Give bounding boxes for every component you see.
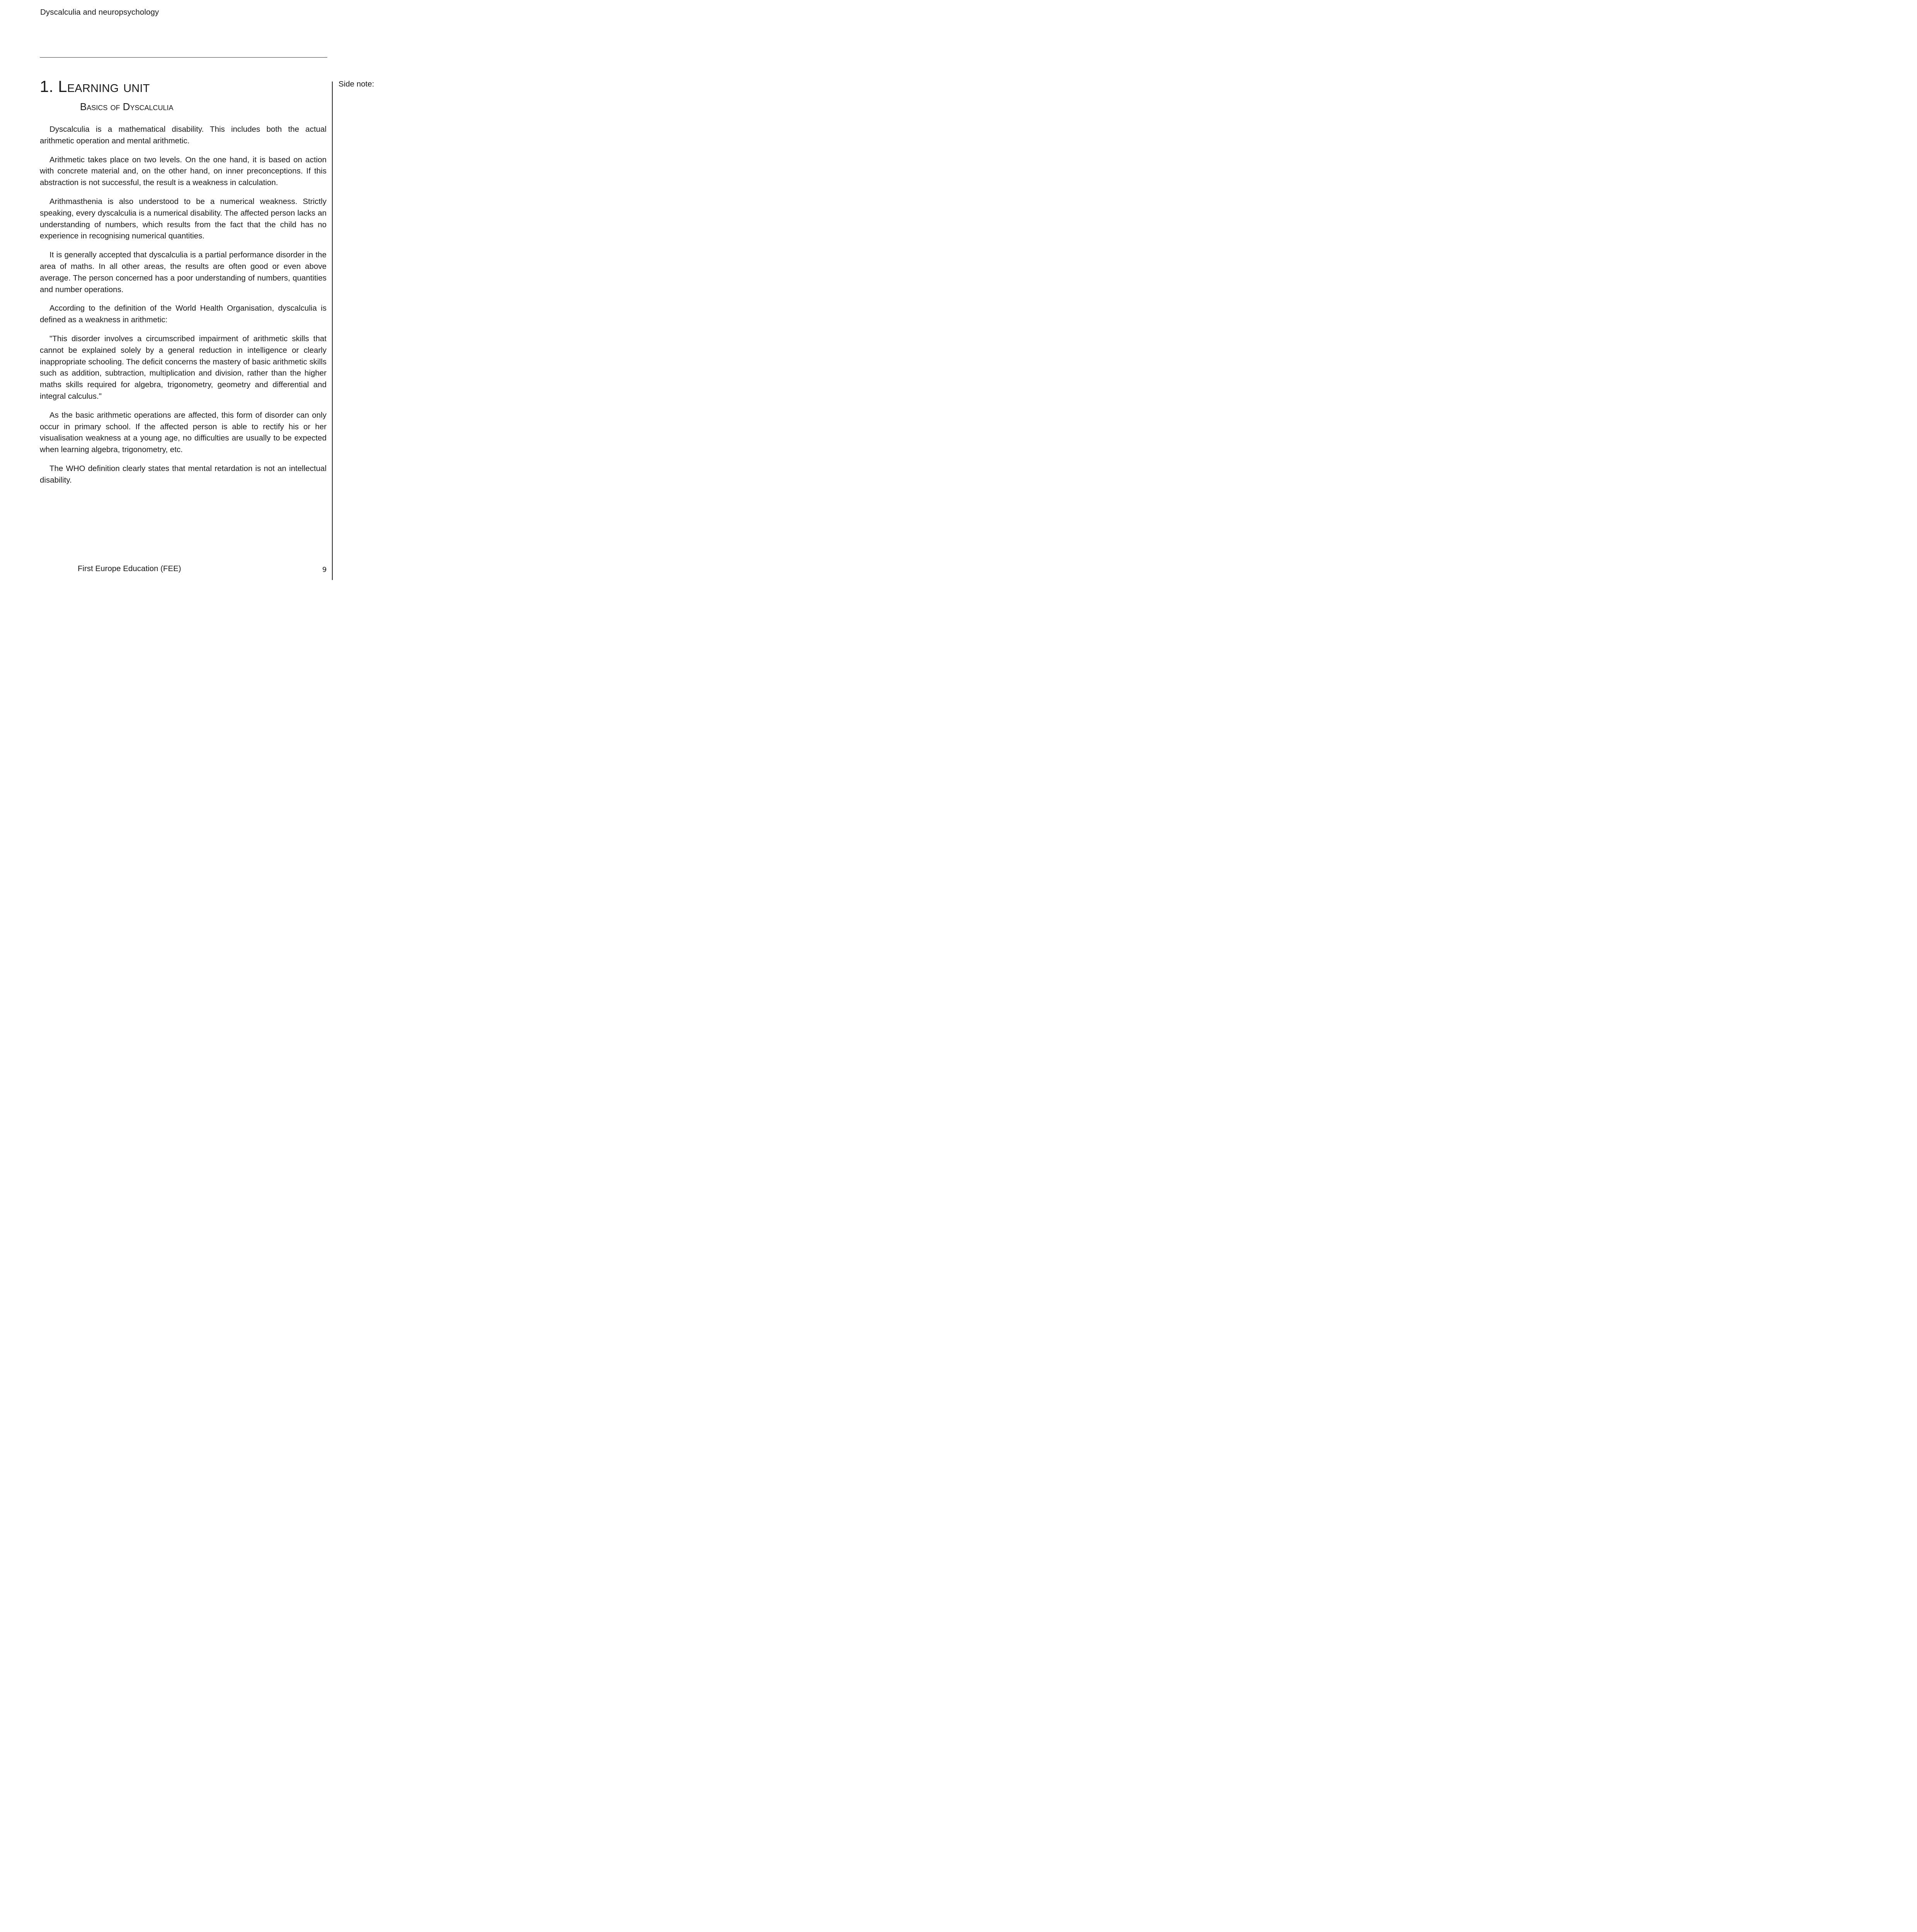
paragraph: Arithmetic takes place on two levels. On the one hand, it is based on action with concrete material and, on the other hand, on inner preconceptions. If this abstraction is not successful, the result is a weakness in calculation.: [40, 155, 327, 187]
footer-page-number: 9: [322, 566, 327, 574]
paragraph: As the basic arithmetic operations are affected, this form of disorder can only occur in primary school. If the affected person is able to rectify his or her visualisation weakness at a young age, no difficulties are usually to be expected when learning algebra, trigonometry, etc.: [40, 410, 327, 454]
chapter-title: 1. Learning unit: [40, 77, 150, 95]
running-header: Dyscalculia and neuropsychology: [40, 8, 159, 17]
paragraph: Arithmasthenia is also understood to be a numerical weakness. Strictly speaking, every dyscalculia is a numerical disability. The affected person lacks an understanding of numbers, which results from the fact that the child has no experience in recognising numerical quantities.: [40, 197, 327, 241]
paragraph: It is generally accepted that dyscalculia is a partial performance disorder in the area of maths. In all other areas, the results are often good or even above average. The person concerned has a poor understanding of numbers, quantities and number operations.: [40, 250, 327, 294]
who-quote-paragraph: "This disorder involves a circumscribed impairment of arithmetic skills that cannot be explained solely by a general reduction in intelligence or clearly inappropriate schooling. The deficit concerns the mastery of basic arithmetic skills such as addition, subtraction, multiplication and division, rather than the higher maths skills required for algebra, trigonometry, geometry and differential and integral calculus.": [40, 334, 327, 401]
header-rule: [40, 57, 327, 58]
body-text: [40, 124, 327, 493]
paragraph: Dyscalculia is a mathematical disability. This includes both the actual arithmetic operation and mental arithmetic.: [40, 125, 327, 145]
section-title: Basics of Dyscalculia: [80, 101, 173, 112]
paragraph: According to the definition of the World Health Organisation, dyscalculia is defined as a weakness in arithmetic:: [40, 304, 327, 325]
paragraph: The WHO definition clearly states that mental retardation is not an intellectual disability.: [40, 464, 327, 485]
footer-publisher: First Europe Education (FEE): [78, 564, 181, 573]
margin-rule: [332, 82, 333, 580]
side-note-label: Side note:: [338, 80, 374, 88]
